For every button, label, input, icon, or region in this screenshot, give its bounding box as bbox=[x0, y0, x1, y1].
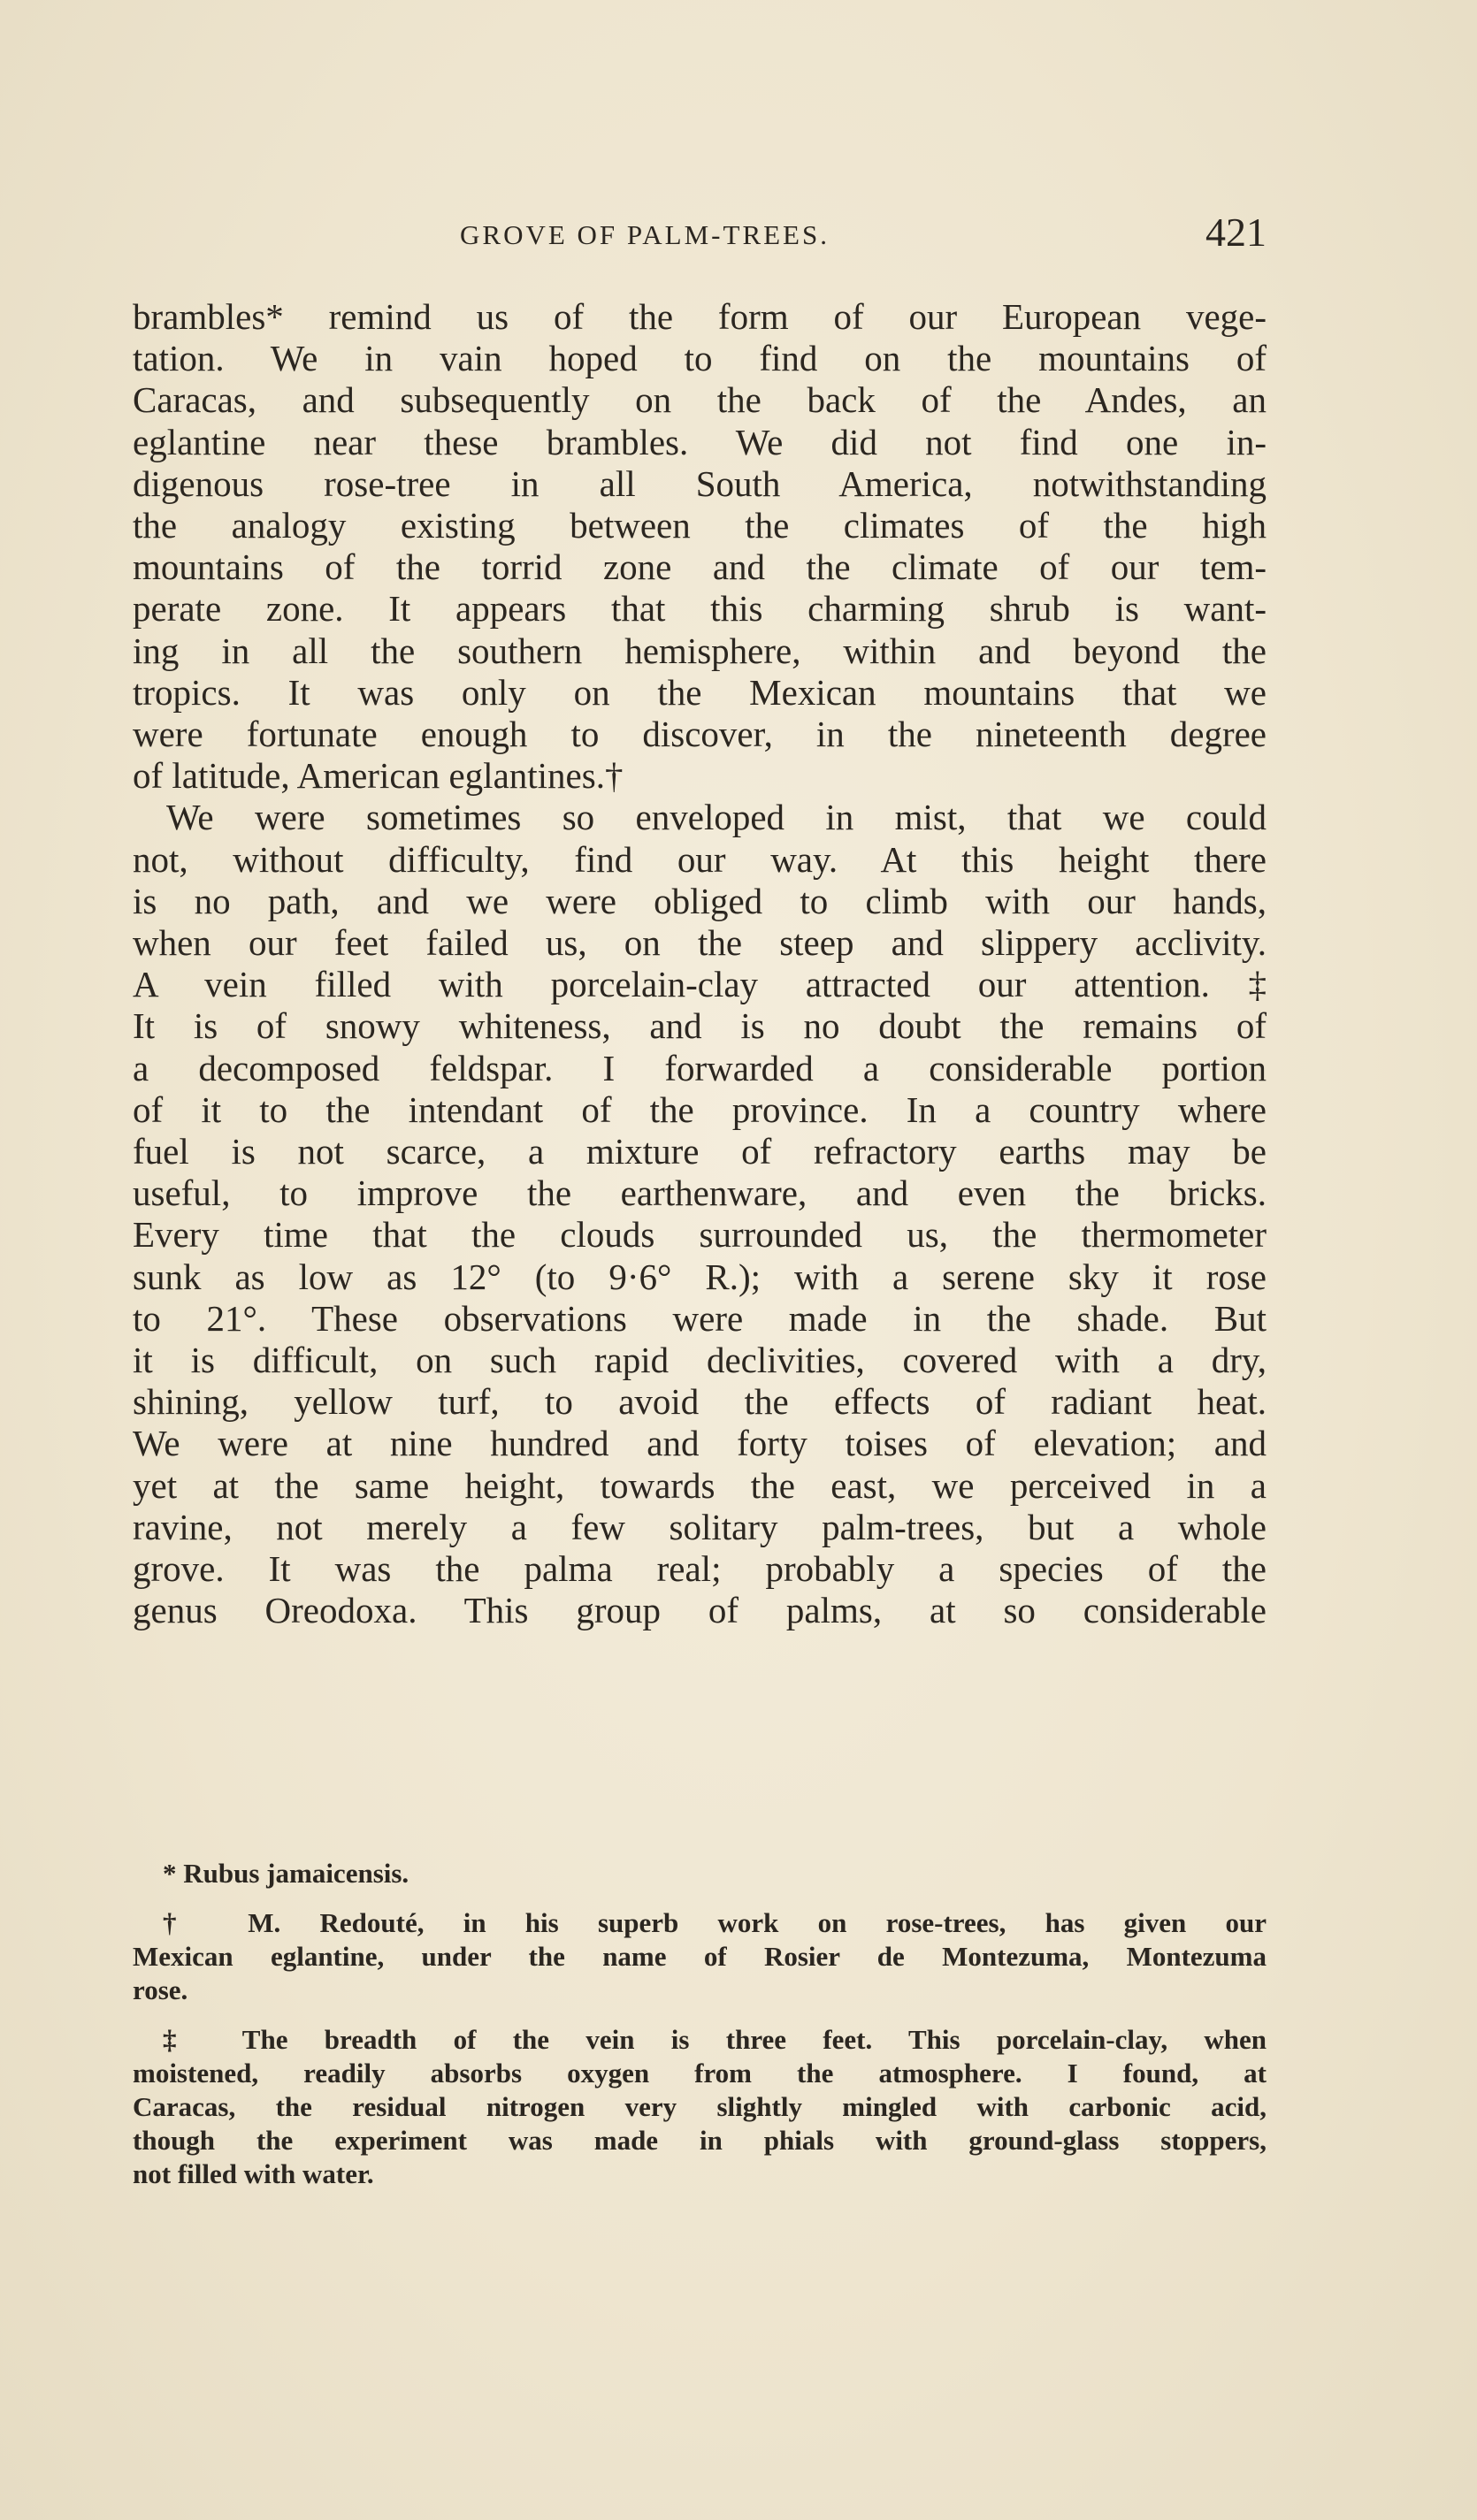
footnote-spacer bbox=[133, 2007, 1267, 2023]
footnote-line: though the experiment was made in phials with ground-glass stoppers, bbox=[133, 2125, 1267, 2156]
text-line: yet at the same height, towards the east, we perceived in a bbox=[133, 1464, 1267, 1506]
text-line: mountains of the torrid zone and the climate of our tem- bbox=[133, 546, 1267, 588]
paragraph bbox=[133, 797, 1267, 1631]
text-line: useful, to improve the earthenware, and even the bricks. bbox=[133, 1172, 1267, 1214]
text-line: it is difficult, on such rapid declivities, covered with a dry, bbox=[133, 1340, 1267, 1381]
paragraph bbox=[133, 296, 1267, 797]
text-line: of it to the intendant of the province. In a country where bbox=[133, 1088, 1267, 1130]
text-line: tropics. It was only on the Mexican mountains that we bbox=[133, 671, 1267, 713]
text-line: ravine, not merely a few solitary palm-trees, but a whole bbox=[133, 1506, 1267, 1547]
text-line: when our feet failed us, on the steep and slippery acclivity. bbox=[133, 922, 1267, 964]
text-line: We were sometimes so enveloped in mist, that we could bbox=[166, 797, 1267, 838]
text-line: to 21°. These observations were made in the shade. But bbox=[133, 1297, 1267, 1339]
text-line: brambles* remind us of the form of our European vege- bbox=[133, 296, 1267, 337]
text-line: not, without difficulty, find our way. At this height there bbox=[133, 838, 1267, 880]
running-title: GROVE OF PALM-TREES. bbox=[460, 219, 830, 250]
footnote-line: * Rubus jamaicensis. bbox=[163, 1858, 409, 1889]
text-line: of latitude, American eglantines.† bbox=[133, 755, 624, 797]
body-text bbox=[133, 296, 1267, 1632]
text-line: sunk as low as 12° (to 9·6° R.); with a serene sky it rose bbox=[133, 1256, 1267, 1297]
footnote-spacer bbox=[133, 1890, 1267, 1906]
text-line: We were at nine hundred and forty toises of elevation; and bbox=[133, 1423, 1267, 1464]
text-line: shining, yellow turf, to avoid the effects of radiant heat. bbox=[133, 1381, 1267, 1423]
text-line: ing in all the southern hemisphere, within and beyond the bbox=[133, 630, 1267, 671]
text-line: A vein filled with porcelain-clay attracted our attention.‡ bbox=[133, 964, 1267, 1005]
text-line: were fortunate enough to discover, in the nineteenth degree bbox=[133, 714, 1267, 755]
footnote-line: Caracas, the residual nitrogen very slightly mingled with carbonic acid, bbox=[133, 2091, 1267, 2122]
text-line: perate zone. It appears that this charming shrub is want- bbox=[133, 588, 1267, 630]
text-line: Caracas, and subsequently on the back of the Andes, an bbox=[133, 379, 1267, 421]
footnote-line: not filled with water. bbox=[133, 2158, 374, 2189]
footnote-line: † M. Redouté, in his superb work on rose-trees, has given our bbox=[163, 1907, 1267, 1938]
page-number: 421 bbox=[1205, 210, 1267, 255]
footnote-line: Mexican eglantine, under the name of Rosier de Montezuma, Montezuma bbox=[133, 1941, 1267, 1972]
footnote bbox=[133, 2023, 1267, 2191]
text-line: grove. It was the palma real; probably a species of the bbox=[133, 1548, 1267, 1590]
text-line: It is of snowy whiteness, and is no doubt the remains of bbox=[133, 1005, 1267, 1047]
footnote bbox=[133, 1857, 1267, 1890]
footnote-line: rose. bbox=[133, 1974, 188, 2005]
footnote-line: ‡ The breadth of the vein is three feet. This porcelain-clay, when bbox=[163, 2024, 1267, 2055]
text-line: eglantine near these brambles. We did not find one in- bbox=[133, 421, 1267, 462]
text-line: is no path, and we were obliged to climb with our hands, bbox=[133, 880, 1267, 921]
text-line: genus Oreodoxa. This group of palms, at so considerable bbox=[133, 1590, 1267, 1631]
text-line: tation. We in vain hoped to find on the mountains of bbox=[133, 338, 1267, 379]
text-line: fuel is not scarce, a mixture of refractory earths may be bbox=[133, 1131, 1267, 1172]
text-line: digenous rose-tree in all South America, notwithstanding bbox=[133, 462, 1267, 504]
text-line: Every time that the clouds surrounded us, the thermometer bbox=[133, 1214, 1267, 1256]
footnote-line: moistened, readily absorbs oxygen from the atmosphere. I found, at bbox=[133, 2058, 1267, 2089]
footnotes bbox=[133, 1857, 1267, 2191]
running-head bbox=[142, 209, 1267, 271]
footnote bbox=[133, 1906, 1267, 2007]
text-line: the analogy existing between the climates of the high bbox=[133, 505, 1267, 546]
text-line: a decomposed feldspar. I forwarded a considerable portion bbox=[133, 1047, 1267, 1088]
